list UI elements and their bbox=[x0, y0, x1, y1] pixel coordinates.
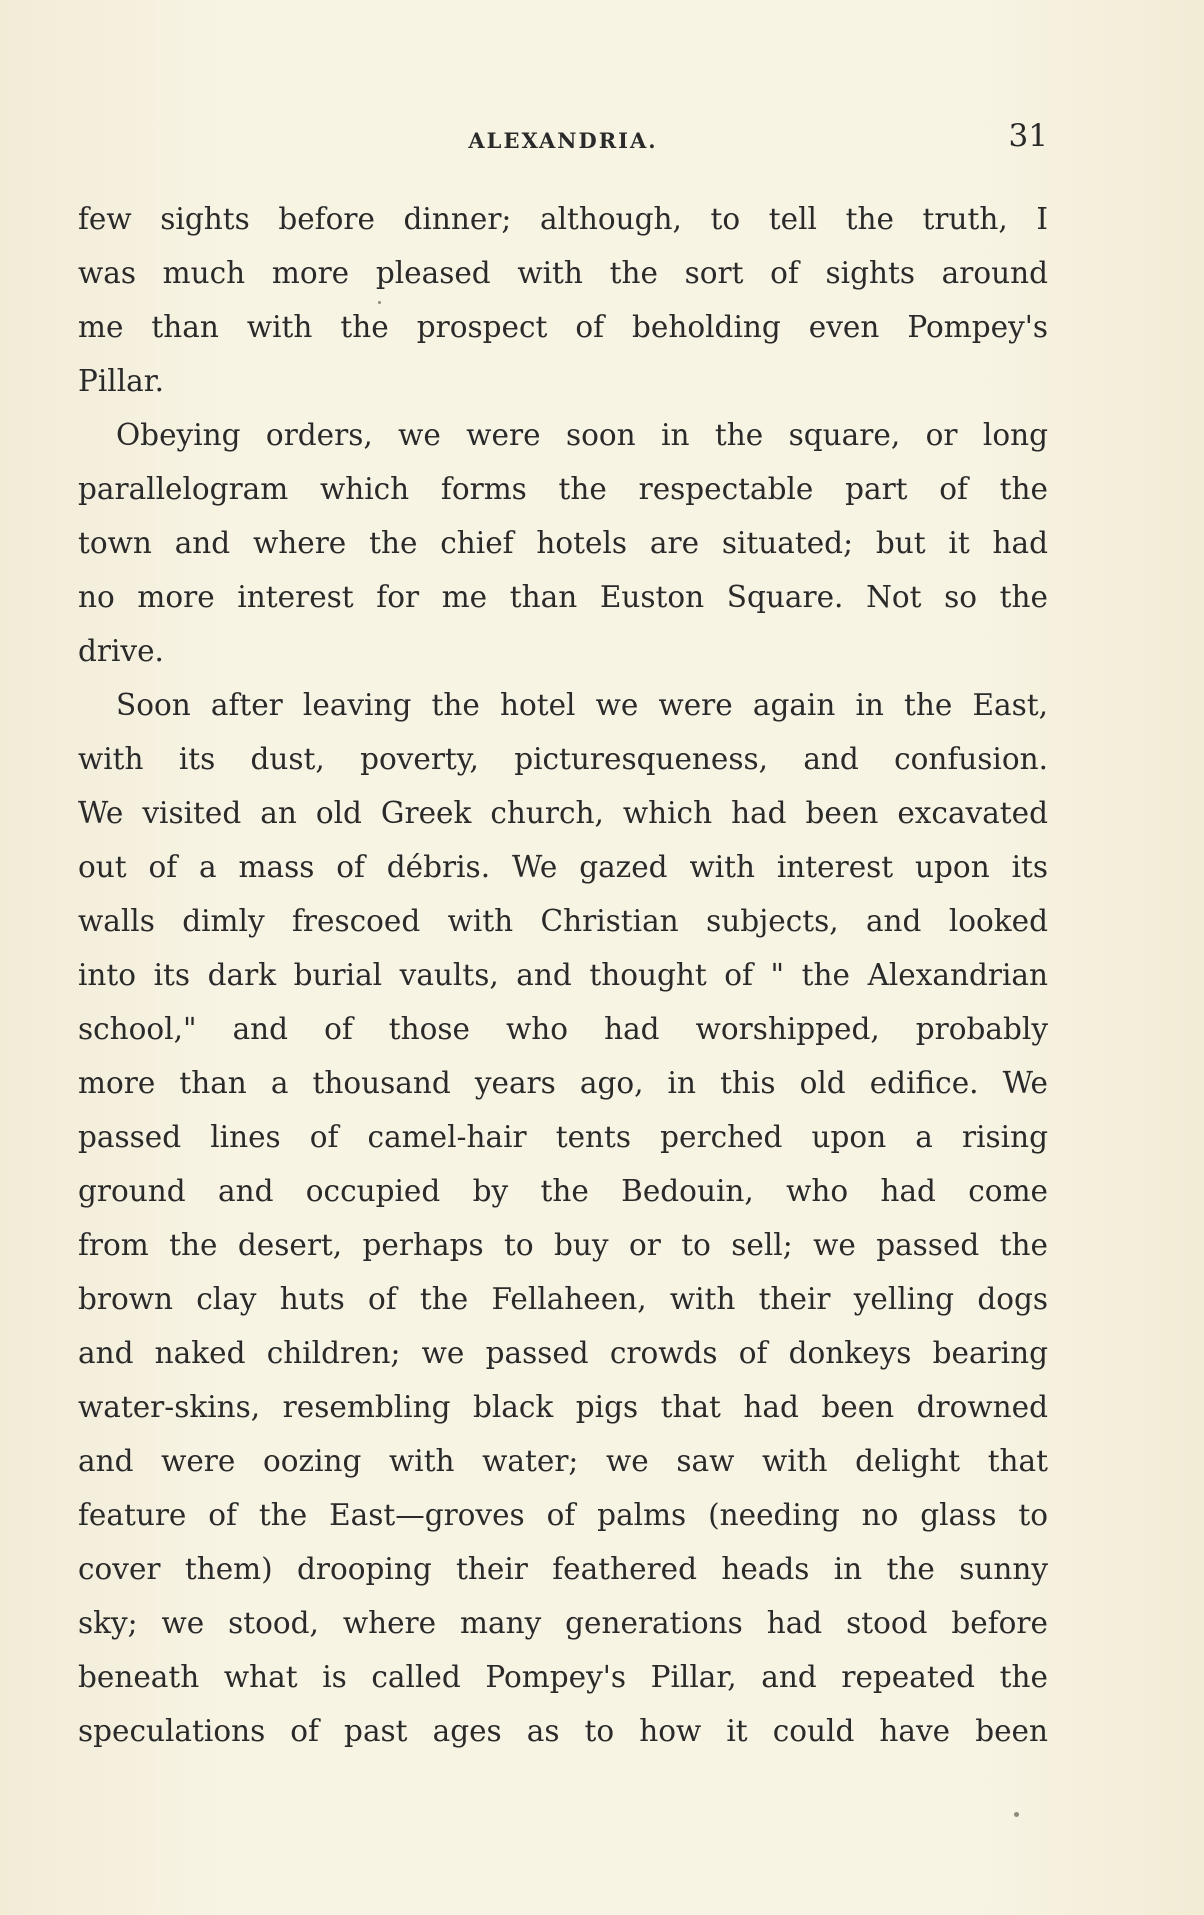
text-line: feature of the East—groves of palms (needing no glass to bbox=[78, 1498, 1048, 1532]
text-line: few sights before dinner; although, to tell the truth, I bbox=[78, 202, 1048, 236]
text-line: Pillar. bbox=[78, 364, 164, 398]
paragraph-1 bbox=[78, 192, 1048, 408]
text-line: drive. bbox=[78, 634, 164, 668]
running-head bbox=[78, 118, 1048, 158]
text-line: walls dimly frescoed with Christian subjects, and looked bbox=[78, 904, 1048, 938]
paper-speck bbox=[378, 301, 381, 304]
text-line: beneath what is called Pompey's Pillar, and repeated the bbox=[78, 1660, 1048, 1694]
text-line: brown clay huts of the Fellaheen, with their yelling dogs bbox=[78, 1282, 1048, 1316]
text-line: was much more pleased with the sort of sights around bbox=[78, 256, 1048, 290]
text-line: Soon after leaving the hotel we were again in the East, bbox=[116, 688, 1048, 722]
text-line: sky; we stood, where many generations had stood before bbox=[78, 1606, 1048, 1640]
text-line: more than a thousand years ago, in this old edifice. We bbox=[78, 1066, 1048, 1100]
text-line: cover them) drooping their feathered heads in the sunny bbox=[78, 1552, 1048, 1586]
body-text bbox=[78, 192, 1048, 1758]
text-line: parallelogram which forms the respectable part of the bbox=[78, 472, 1048, 506]
paper-speck bbox=[1014, 1812, 1019, 1817]
text-line: school," and of those who had worshipped, probably bbox=[78, 1012, 1048, 1046]
text-line: and were oozing with water; we saw with delight that bbox=[78, 1444, 1048, 1478]
text-line: and naked children; we passed crowds of donkeys bearing bbox=[78, 1336, 1048, 1370]
text-line: into its dark burial vaults, and thought of " the Alexandrian bbox=[78, 958, 1048, 992]
text-line: speculations of past ages as to how it could have been bbox=[78, 1714, 1048, 1748]
text-line: ground and occupied by the Bedouin, who had come bbox=[78, 1174, 1048, 1208]
text-line: town and where the chief hotels are situated; but it had bbox=[78, 526, 1048, 560]
paragraph-3 bbox=[78, 678, 1048, 1758]
text-line: water-skins, resembling black pigs that had been drowned bbox=[78, 1390, 1048, 1424]
text-line: from the desert, perhaps to buy or to sell; we passed the bbox=[78, 1228, 1048, 1262]
running-title: ALEXANDRIA. bbox=[468, 128, 658, 153]
text-line: with its dust, poverty, picturesqueness, and confusion. bbox=[78, 742, 1048, 776]
paragraph-2 bbox=[78, 408, 1048, 678]
text-line: out of a mass of débris. We gazed with interest upon its bbox=[78, 850, 1048, 884]
text-line: no more interest for me than Euston Square. Not so the bbox=[78, 580, 1048, 614]
text-line: passed lines of camel-hair tents perched upon a rising bbox=[78, 1120, 1048, 1154]
text-line: We visited an old Greek church, which had been excavated bbox=[78, 796, 1048, 830]
page-number: 31 bbox=[1008, 118, 1048, 154]
text-line: me than with the prospect of beholding even Pompey's bbox=[78, 310, 1048, 344]
text-line: Obeying orders, we were soon in the square, or long bbox=[116, 418, 1048, 452]
